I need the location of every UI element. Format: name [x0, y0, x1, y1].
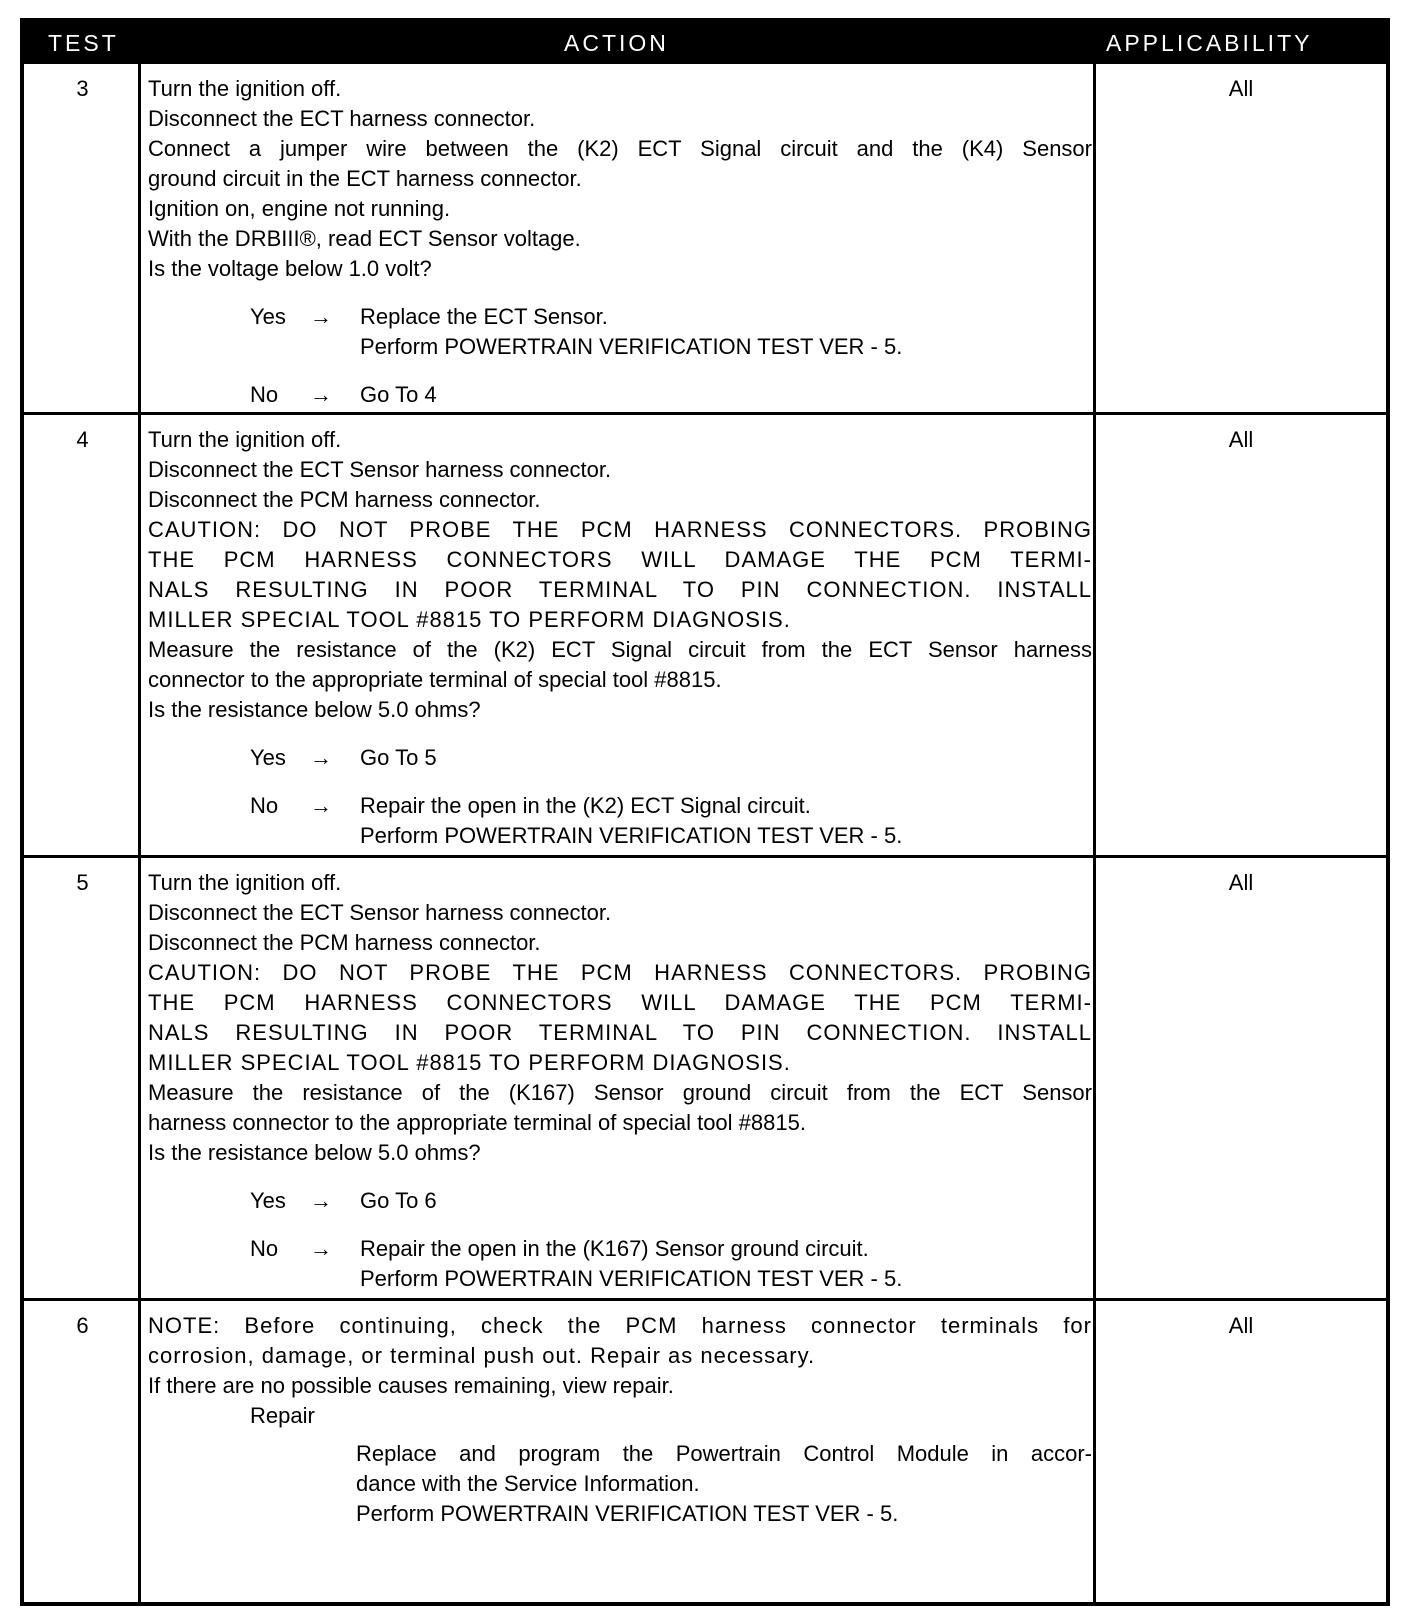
no-result-line: Perform POWERTRAIN VERIFICATION TEST VER - 5. [360, 1266, 903, 1291]
repair-label: Repair [250, 1403, 315, 1428]
column-divider [1093, 64, 1096, 1602]
arrow-right-icon: → [310, 382, 332, 407]
column-divider [138, 64, 141, 1602]
yes-option [148, 1186, 1092, 1216]
yes-option [148, 302, 1092, 362]
header-test: TEST [48, 30, 119, 56]
repair-line: dance with the Service Information. [356, 1471, 700, 1496]
no-result-line: Perform POWERTRAIN VERIFICATION TEST VER - 5. [360, 823, 903, 848]
yes-result-line: Replace the ECT Sensor. [360, 304, 608, 329]
test-number: 4 [76, 427, 89, 452]
applicability-cell: All [1228, 427, 1254, 452]
action-line: If there are no possible causes remaining, view repair. [148, 1373, 674, 1398]
action-line: Is the resistance below 5.0 ohms? [148, 1140, 481, 1165]
repair-line: Replace and program the Powertrain Control Module in accor- [356, 1441, 1092, 1466]
action-line: Turn the ignition off. [148, 76, 342, 101]
no-result-line: Repair the open in the (K2) ECT Signal circuit. [360, 793, 811, 818]
action-cell [148, 1311, 1092, 1529]
action-line: NALS RESULTING IN POOR TERMINAL TO PIN CONNECTION. INSTALL [148, 577, 1092, 602]
action-cell [148, 425, 1092, 851]
yes-label: Yes [250, 304, 286, 329]
test-number: 5 [76, 870, 89, 895]
yes-result-line: Go To 6 [360, 1188, 437, 1213]
action-line: Ignition on, engine not running. [148, 196, 451, 221]
test-number: 6 [76, 1313, 89, 1338]
action-line: ground circuit in the ECT harness connector. [148, 166, 582, 191]
yes-option [148, 743, 1092, 773]
action-line: Measure the resistance of the (K167) Sensor ground circuit from the ECT Sensor [148, 1080, 1092, 1105]
no-result-line: Repair the open in the (K167) Sensor ground circuit. [360, 1236, 869, 1261]
applicability-cell: All [1228, 76, 1254, 101]
action-line: corrosion, damage, or terminal push out. Repair as necessary. [148, 1343, 816, 1368]
action-line: Is the resistance below 5.0 ohms? [148, 697, 481, 722]
diagnostic-test-table [20, 18, 1390, 1606]
yes-result-line: Perform POWERTRAIN VERIFICATION TEST VER - 5. [360, 334, 903, 359]
action-line: Disconnect the ECT harness connector. [148, 106, 536, 131]
test-row-6 [24, 1298, 1386, 1602]
no-label: No [250, 1236, 279, 1261]
repair-instructions [148, 1439, 1092, 1529]
action-line: MILLER SPECIAL TOOL #8815 TO PERFORM DIAGNOSIS. [148, 607, 791, 632]
action-line: Disconnect the ECT Sensor harness connector. [148, 900, 612, 925]
yes-label: Yes [250, 1188, 286, 1213]
action-line: Connect a jumper wire between the (K2) ECT Signal circuit and the (K4) Sensor [148, 136, 1092, 161]
arrow-right-icon: → [310, 304, 332, 329]
test-row-3 [24, 61, 1386, 417]
action-line: Disconnect the PCM harness connector. [148, 487, 541, 512]
no-option [148, 791, 1092, 851]
header-action: ACTION [564, 30, 669, 56]
header-applicability: APPLICABILITY [1106, 30, 1313, 56]
arrow-right-icon: → [310, 1188, 332, 1213]
test-row-5 [24, 855, 1386, 1300]
action-line: Measure the resistance of the (K2) ECT Signal circuit from the ECT Sensor harness [148, 637, 1092, 662]
action-line: CAUTION: DO NOT PROBE THE PCM HARNESS CONNECTORS. PROBING [148, 960, 1092, 985]
test-row-4 [24, 412, 1386, 857]
action-line: connector to the appropriate terminal of special tool #8815. [148, 667, 722, 692]
action-line: Turn the ignition off. [148, 870, 342, 895]
action-line: Disconnect the ECT Sensor harness connector. [148, 457, 612, 482]
action-line: Disconnect the PCM harness connector. [148, 930, 541, 955]
action-cell [148, 868, 1092, 1294]
action-line: CAUTION: DO NOT PROBE THE PCM HARNESS CONNECTORS. PROBING [148, 517, 1092, 542]
yes-label: Yes [250, 745, 286, 770]
action-line: With the DRBIII®, read ECT Sensor voltage. [148, 226, 581, 251]
no-option [148, 1234, 1092, 1294]
applicability-cell: All [1228, 1313, 1254, 1338]
applicability-cell: All [1228, 870, 1254, 895]
action-line: THE PCM HARNESS CONNECTORS WILL DAMAGE THE PCM TERMI- [148, 990, 1092, 1015]
action-cell [148, 74, 1092, 410]
arrow-right-icon: → [310, 745, 332, 770]
no-label: No [250, 382, 279, 407]
table-header [24, 22, 1386, 64]
no-option [148, 380, 1092, 410]
action-line: NALS RESULTING IN POOR TERMINAL TO PIN CONNECTION. INSTALL [148, 1020, 1092, 1045]
no-label: No [250, 793, 279, 818]
action-line: Is the voltage below 1.0 volt? [148, 256, 432, 281]
arrow-right-icon: → [310, 793, 332, 818]
yes-result-line: Go To 5 [360, 745, 437, 770]
repair-line: Perform POWERTRAIN VERIFICATION TEST VER - 5. [356, 1501, 899, 1526]
action-line: THE PCM HARNESS CONNECTORS WILL DAMAGE THE PCM TERMI- [148, 547, 1092, 572]
no-result-line: Go To 4 [360, 382, 437, 407]
arrow-right-icon: → [310, 1236, 332, 1261]
action-line: Turn the ignition off. [148, 427, 342, 452]
action-line: harness connector to the appropriate terminal of special tool #8815. [148, 1110, 806, 1135]
action-line: MILLER SPECIAL TOOL #8815 TO PERFORM DIAGNOSIS. [148, 1050, 791, 1075]
test-number: 3 [76, 76, 89, 101]
action-line: NOTE: Before continuing, check the PCM harness connector terminals for [148, 1313, 1092, 1338]
